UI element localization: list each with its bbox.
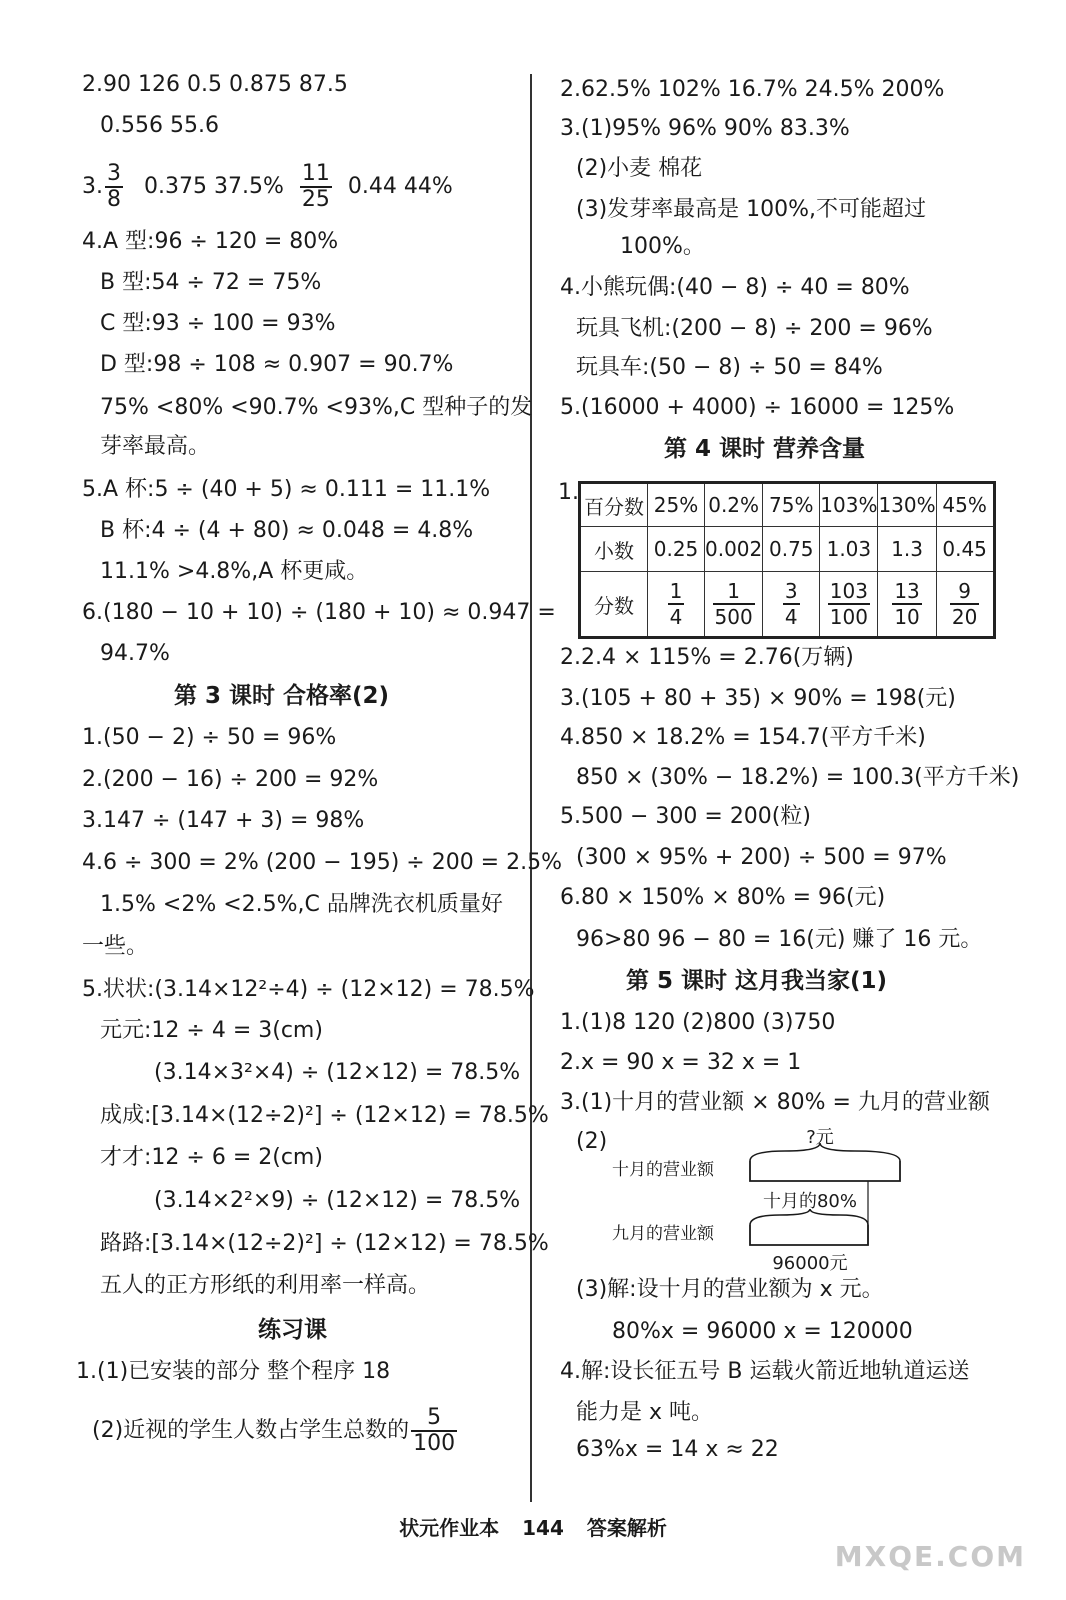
fraction: $\frac{9}{20}$ (951, 579, 978, 629)
table-cell (936, 572, 994, 638)
table-cell: 0.75 (763, 527, 820, 572)
answer-line: 63%x = 14 x ≈ 22 (576, 1437, 779, 1462)
table-cell: 0.25 (648, 527, 705, 572)
table-cell (705, 572, 763, 638)
fraction: $\frac{1}{500}$ (714, 579, 753, 629)
table-cell (878, 572, 936, 638)
segment-diagram-svg (600, 1125, 930, 1275)
section-title: 答案解析 (586, 1516, 667, 1540)
table-cell: 0.45 (936, 527, 994, 572)
answer-line: 2.62.5% 102% 16.7% 24.5% 200% (560, 77, 945, 102)
table-cell: 45% (936, 483, 994, 527)
diagram-top-label: ?元 (806, 1127, 834, 1148)
answer-line: 1.(1)已安装的部分 整个程序 18 (76, 1359, 391, 1384)
diagram-bottom-label: 96000元 (772, 1253, 848, 1274)
answer-line: 850 × (30% − 18.2%) = 100.3(平方千米) (576, 765, 1020, 790)
answer-line: 4.A 型:96 ÷ 120 = 80% (82, 229, 339, 254)
table-cell (820, 572, 878, 638)
answer-line: 才才:12 ÷ 6 = 2(cm) (100, 1145, 323, 1170)
page-number: 144 (522, 1516, 564, 1540)
answer-line: B 杯:4 ÷ (4 + 80) ≈ 0.048 = 4.8% (100, 518, 474, 543)
watermark: MXQE.COM (834, 1540, 1026, 1573)
answer-line: 0.556 55.6 (100, 113, 219, 138)
section-heading: 第 4 课时 营养含量 (664, 436, 866, 462)
section-heading: 第 5 课时 这月我当家(1) (626, 968, 888, 994)
diagram-mid-label: 十月的80% (762, 1191, 858, 1212)
answer-line: 3.(1)95% 96% 90% 83.3% (560, 116, 850, 141)
fraction: $\frac{3}{4}$ (784, 579, 798, 629)
answer-line: 路路:[3.14×(12÷2)²] ÷ (12×12) = 78.5% (100, 1231, 549, 1256)
table-cell: 1.03 (820, 527, 878, 572)
question-number: 1. (558, 480, 579, 505)
answer-line: 6.(180 − 10 + 10) ÷ (180 + 10) ≈ 0.947 = (82, 600, 556, 625)
book-title: 状元作业本 (399, 1516, 500, 1540)
answer-line: 3.147 ÷ (147 + 3) = 98% (82, 808, 365, 833)
answer-line: 五人的正方形纸的利用率一样高。 (100, 1273, 431, 1298)
answer-line: 75% <80% <90.7% <93%,C 型种子的发 (100, 395, 533, 420)
page-footer (0, 1512, 1066, 1541)
answer-line: 4.6 ÷ 300 = 2% (200 − 195) ÷ 200 = 2.5% (82, 850, 563, 875)
answer-line: 96>80 96 − 80 = 16(元) 赚了 16 元。 (576, 927, 983, 952)
section-heading: 第 3 课时 合格率(2) (174, 683, 390, 709)
diagram-row2-label: 九月的营业额 (612, 1224, 714, 1244)
answer-line: 芽率最高。 (100, 434, 211, 459)
answer-line: (3)解:设十月的营业额为 x 元。 (576, 1277, 884, 1302)
table-cell: 1.3 (878, 527, 936, 572)
table-cell: 0.2% (705, 483, 763, 527)
table-cell (763, 572, 820, 638)
answer-line: 100%。 (620, 234, 705, 259)
fraction: $\frac{103}{100}$ (829, 579, 868, 629)
october-segment (750, 1161, 900, 1181)
table-cell: 103% (820, 483, 878, 527)
answer-line: 1.(1)8 120 (2)800 (3)750 (560, 1010, 836, 1035)
answer-line: (3.14×3²×4) ÷ (12×12) = 78.5% (154, 1060, 521, 1085)
answer-line: 4.小熊玩偶:(40 − 8) ÷ 40 = 80% (560, 275, 910, 300)
answer-line: B 型:54 ÷ 72 = 75% (100, 270, 322, 295)
answer-line: 6.80 × 150% × 80% = 96(元) (560, 885, 886, 910)
row-header: 小数 (580, 527, 648, 572)
answer-line-fraction: (2)近视的学生人数占学生总数的 $\frac{5}{100}$ (92, 1405, 456, 1456)
answer-line: (300 × 95% + 200) ÷ 500 = 97% (576, 845, 947, 870)
answer-line: 5.500 − 300 = 200(粒) (560, 804, 811, 829)
answer-line: (2) (576, 1129, 608, 1154)
fraction: $\frac{13}{10}$ (894, 579, 920, 629)
september-segment (750, 1225, 868, 1245)
percent-conversion-table (578, 481, 996, 639)
answer-line: 3.(1)十月的营业额 × 80% = 九月的营业额 (560, 1090, 990, 1115)
answer-line: 1.(50 − 2) ÷ 50 = 96% (82, 725, 337, 750)
answer-line: 2.90 126 0.5 0.875 87.5 (82, 72, 348, 97)
answer-line: (2)小麦 棉花 (576, 156, 703, 181)
answer-line: 元元:12 ÷ 4 = 3(cm) (100, 1018, 323, 1043)
answer-line: 4.解:设长征五号 B 运载火箭近地轨道运送 (560, 1359, 970, 1384)
answer-line: 94.7% (100, 641, 170, 666)
fraction: $\frac{11}{25}$ (301, 161, 330, 212)
answer-line: (3)发芽率最高是 100%,不可能超过 (576, 197, 927, 222)
table-row (580, 527, 995, 572)
answer-line: 4.850 × 18.2% = 154.7(平方千米) (560, 725, 926, 750)
table-cell: 130% (878, 483, 936, 527)
answer-line: (3.14×2²×9) ÷ (12×12) = 78.5% (154, 1188, 521, 1213)
table-cell: 0.002 (705, 527, 763, 572)
column-divider (530, 74, 532, 1502)
answer-line-fractions: 3. $\frac{3}{8}$ 0.375 37.5% $\frac{11}{25}$ 0.44 44% (82, 161, 453, 212)
segment-diagram (600, 1125, 930, 1279)
table-row (580, 483, 995, 527)
answer-line: 80%x = 96000 x = 120000 (612, 1319, 913, 1344)
answer-line: 5.(16000 + 4000) ÷ 16000 = 125% (560, 395, 955, 420)
table-row (580, 572, 995, 638)
answer-line: 2.2.4 × 115% = 2.76(万辆) (560, 645, 854, 670)
answer-line: 玩具车:(50 − 8) ÷ 50 = 84% (576, 355, 883, 380)
table-cell (648, 572, 705, 638)
fraction: $\frac{5}{100}$ (413, 1405, 456, 1456)
answer-line: 5.A 杯:5 ÷ (40 + 5) ≈ 0.111 = 11.1% (82, 477, 491, 502)
table-cell: 25% (648, 483, 705, 527)
answer-line: D 型:98 ÷ 108 ≈ 0.907 = 90.7% (100, 352, 454, 377)
table-cell: 75% (763, 483, 820, 527)
answer-line: 一些。 (82, 934, 149, 959)
diagram-row1-label: 十月的营业额 (612, 1160, 714, 1180)
answer-line: 2.(200 − 16) ÷ 200 = 92% (82, 767, 379, 792)
fraction: $\frac{1}{4}$ (669, 579, 683, 629)
answer-line: 玩具飞机:(200 − 8) ÷ 200 = 96% (576, 316, 933, 341)
section-heading: 练习课 (258, 1317, 327, 1343)
row-header: 分数 (580, 572, 648, 638)
answer-line: 2.x = 90 x = 32 x = 1 (560, 1050, 802, 1075)
answer-line: 5.状状:(3.14×12²÷4) ÷ (12×12) = 78.5% (82, 977, 535, 1002)
answer-line: C 型:93 ÷ 100 = 93% (100, 311, 336, 336)
answer-line: 3.(105 + 80 + 35) × 90% = 198(元) (560, 686, 956, 711)
fraction: $\frac{3}{8}$ (107, 161, 121, 212)
answer-line: 1.5% <2% <2.5%,C 品牌洗衣机质量好 (100, 892, 503, 917)
answer-line: 能力是 x 吨。 (576, 1400, 714, 1425)
answer-line: 11.1% >4.8%,A 杯更咸。 (100, 559, 369, 584)
row-header: 百分数 (580, 483, 648, 527)
answer-line: 成成:[3.14×(12÷2)²] ÷ (12×12) = 78.5% (100, 1103, 549, 1128)
